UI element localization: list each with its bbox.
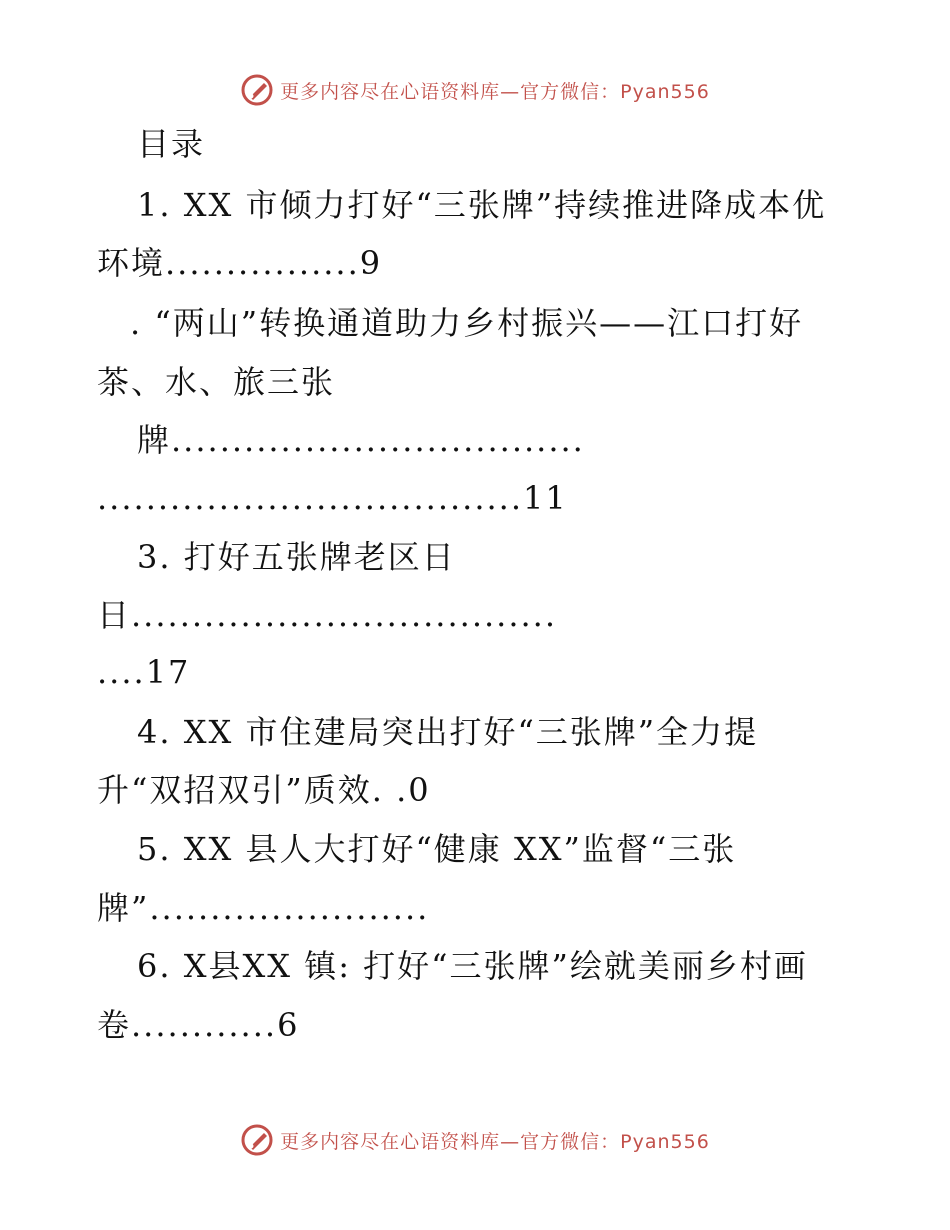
toc-line: . “两山”转换通道助力乡村振兴——江口打好 — [130, 304, 804, 342]
pen-logo-icon — [240, 1123, 274, 1157]
toc-line: 3. 打好五张牌老区日 — [137, 538, 456, 576]
toc-line: 5. XX 县人大打好“健康 XX”监督“三张 — [137, 830, 737, 868]
toc-line: 牌”....................... — [97, 889, 430, 927]
toc-line: 茶、水、旅三张 — [97, 363, 336, 401]
toc-line: 卷............6 — [97, 1006, 300, 1044]
watermark-text: 更多内容尽在心语资料库—官方微信：Pyan556 — [280, 80, 710, 103]
toc-line: 环境................9 — [97, 244, 383, 282]
toc-line: ...................................11 — [97, 479, 568, 517]
footer-watermark — [0, 1120, 950, 1160]
toc-line: ....17 — [97, 653, 191, 691]
toc-line: 1. XX 市倾力打好“三张牌”持续推进降成本优 — [137, 186, 827, 224]
toc-line: 4. XX 市住建局突出打好“三张牌”全力提 — [137, 713, 759, 751]
toc-line: 6. X县XX 镇: 打好“三张牌”绘就美丽乡村画 — [137, 947, 808, 985]
toc-heading: 目录 — [137, 125, 206, 163]
toc-line: 升“双招双引”质效. .0 — [97, 771, 431, 809]
toc-line: 日................................... — [97, 596, 558, 634]
pen-logo-icon — [240, 73, 274, 107]
header-watermark — [0, 70, 950, 110]
toc-line: 牌.................................. — [137, 421, 585, 459]
watermark-text: 更多内容尽在心语资料库—官方微信：Pyan556 — [280, 1130, 710, 1153]
